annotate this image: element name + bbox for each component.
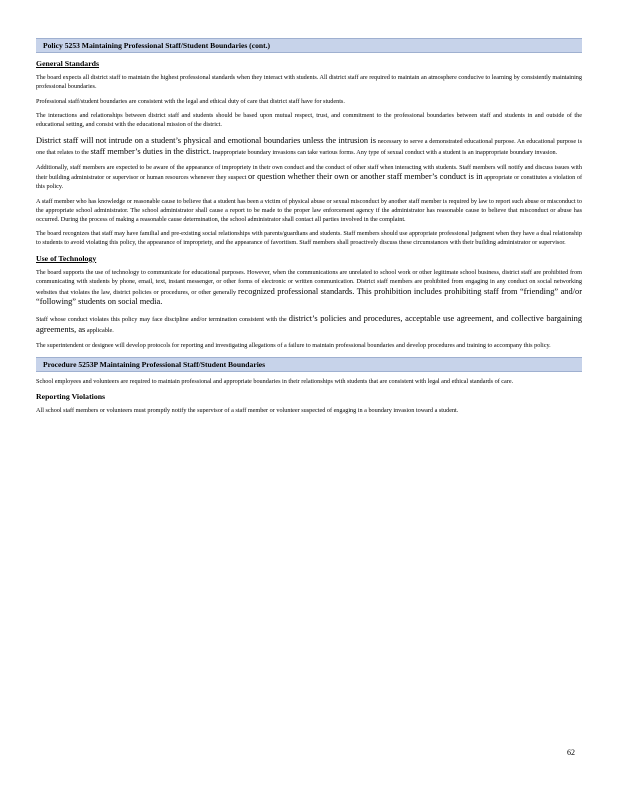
general-paragraph-7: The board recognizes that staff may have familial and pre-existing social relationships with parents/guardians and students. Staff members should use appropriate professional judgment when they have a dual relationship to students to avoid violating this policy, the appearance of impropriety, and the appearance of favoritism. Staff members shall proactively discuss these circumstances with their building administrator or supervisor.	[36, 230, 582, 247]
general-paragraph-5-question: or question whether their own or another staff member’s conduct is in	[247, 172, 483, 182]
technology-paragraph-1-tail: recognized professional standards. This prohibition includes prohibiting staff from “friending” and/or “following” students on social media.	[36, 286, 582, 307]
general-paragraph-4	[36, 136, 582, 158]
technology-paragraph-2-lead: Staff whose conduct violates this policy may face discipline and/or termination consistent with the	[36, 316, 287, 324]
general-paragraph-4-mid: necessary to serve a demonstrated educational purpose. An educational purpose is one that relates to the	[36, 137, 583, 156]
general-paragraph-2: Professional staff/student boundaries are consistent with the legal and ethical duty of care that district staff have for students.	[36, 97, 345, 105]
general-paragraph-4-duties: staff member’s duties in the district.	[90, 146, 212, 156]
general-standards-heading: General Standards	[36, 59, 100, 68]
technology-paragraph-2-mid: district’s policies and procedures, acceptable use agreement, and collective bargaining agreements, as	[36, 314, 583, 334]
use-of-technology-heading: Use of Technology	[36, 253, 97, 263]
reporting-paragraph-1: All school staff members or volunteers must promptly notify the supervisor of a staff member or volunteer suspected of engaging in a boundary invasion toward a student.	[36, 407, 459, 415]
general-paragraph-6: A staff member who has knowledge or reasonable cause to believe that a student has been a victim of physical abuse or sexual misconduct by another staff member is required by law to report such abuse or misconduct to the appropriate school administrator. The school administrator shall cause a report to be made to the proper law enforcement agency if the administrator has reasonable cause to believe that misconduct or abuse has occurred. During the process of making a reasonable cause determination, the school administrator shall contact all parties involved in the complaint.	[36, 197, 582, 223]
technology-paragraph-1	[36, 269, 582, 308]
document-page	[36, 38, 582, 422]
general-paragraph-5-tail: appropriate or constitutes a violation of this policy.	[36, 174, 583, 191]
general-paragraph-1: The board expects all district staff to maintain the highest professional standards when they interact with students. All district staff are required to maintain an atmosphere conducive to learning by consistently maintaining professional boundaries.	[36, 74, 582, 90]
general-paragraph-5-lead: Additionally, staff members are expected to be aware of the appearance of impropriety in their own conduct and the conduct of other staff when interacting with students. Staff members will notify and discuss issues with their building administrator or supervisor or human resources whenever they suspect	[36, 163, 582, 182]
general-paragraph-4-tail: Inappropriate boundary invasions can take various forms. Any type of sexual conduct with a student is an inappropriate boundary invasion.	[212, 148, 558, 156]
technology-paragraph-1-lead: The board supports the use of technology to communicate for educational purposes. However, when the communications are unrelated to school work or other legitimate school business, district staff are prohibited from communicating with students by phone, email, text, instant messenger, or other forms of electronic or written communication. District staff members are prohibited from engaging in any conduct on social networking websites that violates the law, district policies or procedures, or other generally	[36, 268, 582, 296]
general-paragraph-4-lead: District staff will not intrude on a student’s physical and emotional boundaries unless the intrusion is	[36, 135, 376, 145]
procedure-paragraph-1: School employees and volunteers are required to maintain professional and appropriate boundaries in their relationships with students that are consistent with legal and ethical standards of care.	[36, 377, 514, 385]
page-number: 62	[567, 748, 575, 757]
reporting-violations-heading: Reporting Violations	[36, 392, 106, 402]
technology-paragraph-2-tail: applicable.	[86, 326, 114, 334]
technology-paragraph-3: The superintendent or designee will develop protocols for reporting and investigating allegations of a failure to maintain professional boundaries and develop procedures and training to accompany this policy.	[36, 341, 551, 349]
general-paragraph-3: The interactions and relationships between district staff and students should be based upon mutual respect, trust, and commitment to the professional boundaries between staff and students in and outside of the educational setting, and consist with the educational mission of the district.	[36, 112, 582, 129]
general-paragraph-5	[36, 164, 582, 192]
technology-paragraph-2	[36, 314, 582, 336]
procedure-header-bar: Procedure 5253P Maintaining Professional Staff/Student Boundaries	[36, 357, 582, 372]
policy-header-bar: Policy 5253 Maintaining Professional Staff/Student Boundaries (cont.)	[36, 38, 582, 53]
